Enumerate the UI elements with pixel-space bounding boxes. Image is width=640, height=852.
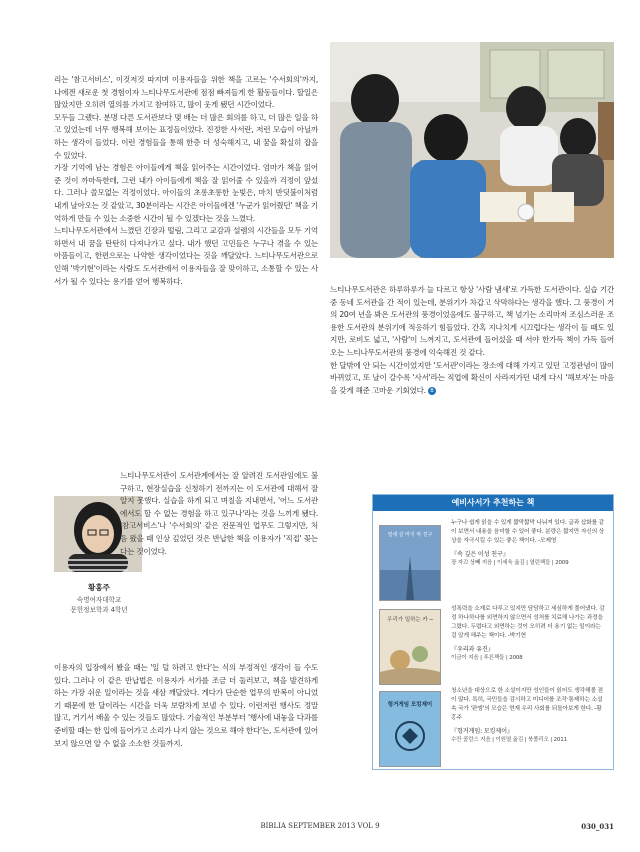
paragraph-text: 한 달밖에 안 되는 시간이었지만 '도서관'이라는 장소에 대해 가지고 있던 고정관념이 많이 바뀌었고, 또 날이 갈수록 '사서'라는 직업에 확신이 사라져가던 내게 다시 '해보자'는 마음을 갖게 해준 고마운 기회였다. [330,360,614,395]
book-info [451,519,607,568]
magazine-issue: BIBLIA SEPTEMBER 2013 VOL 9 [260,822,380,830]
profile-side-text [120,470,318,558]
book-meta: 이금이 지음 | 푸른책들 | 2008 [451,655,523,661]
book-cover [379,609,441,685]
paragraph [330,360,614,398]
recommended-books-box [372,494,614,770]
book-description: 성폭력을 소재로 다루고 있지만 담담하고 세심하게 풀어냈다. 감정 하나하나를 외면하지 않으면서 성처를 치료해 나가는 과정을 그렸다. 두렵다고 외면하는 것이 오히려 더 용기 없는 일이라는 걸 알게 해주는 책이다. -박기현 [451,606,605,639]
affiliation-university: 숙명여자대학교 [76,596,122,604]
paragraph: 모두들 그랬다. 분명 다른 도서관보다 몇 배는 더 많은 회의를 하고, 더 많은 일을 하고 있었는데 너무 행복해 보이는 표정들이었다. 진정한 사서란, 저런 모습이 아닐까 하는 생각이 들었다. 이런 경험들을 통해 한층 더 성숙해지고, 내 꿈을 확실히 잡을 수 있었다. [54,112,318,160]
author-name: 황홍주 [88,583,110,592]
book-title: 『우리과 유진』 [451,646,494,653]
book-meta: 장 자끄 상빼 지음 | 이세욱 옮김 | 열린책들 | 2009 [451,560,569,566]
book-description: 청소년을 대상으로 한 소설이지만 성인들이 읽어도 생각해볼 점이 많다. 특히, 국민들을 감시하고 미디어를 조작·통제하는 소설 속 국가 '판엠'의 모습은 현재 우리 사회를 되돌아보게 한다. -황홍주 [451,688,603,721]
book-description: 누구나 쉽게 읽을 수 있게 짧막짧막 나눠져 있다. 글과 삽화를 같이 보면서 내용을 음미할 수 있어 좋다. 분량은 짧지만 자신의 상상을 자극시킬 수 있는 좋은 책이다. -모제영 [451,520,605,544]
bottom-left-text [54,662,318,750]
book-cover-title: 우리가 일하는 카 ─ [387,617,433,623]
paragraph: 느티나무도서관은 하루하루가 늘 다르고 항상 '사람 냄새'로 가득한 도서관이다. 실습 기간 중 동네 도서관을 간 적이 있는데, 분위기가 차갑고 삭막하다는 생각을 했다. 그 풍경이 거의 20여 년을 봐온 도서관의 풍경이었음에도 불구하고, 책 넘기는 소리마저 조심스러운 조용한 도서관의 분위기에 적응하기 힘들었다. 간혹 지나치게 시끄럽다는 생각이 들 때도 있지만, 로비도 넓고, '사람'이 느껴지고, 도서관에 들어섰을 때 서야 한가득 책이 가득 들어오는 느티나무도서관의 풍경에 익숙해진 것 같다. [330,285,614,357]
page-numbers: 030_031 [581,822,614,831]
end-mark-icon: B [428,387,436,395]
book-meta: 수잔 콜린스 지음 | 이원열 옮김 | 북폴리오 | 2011 [451,737,567,743]
book-info [451,605,607,663]
paragraph: 리는 '참고서비스', 이것저것 따지며 이용자들을 위한 책을 고르는 '수서회의'까지, 나에겐 새로운 첫 경험이자 느티나무도서관에 점점 빠져들게 한 활동들이다. 할일은 많았지만 오히려 열의를 가지고 참여하고, 많이 웃게 됐던 시간이었다. [54,75,318,110]
author-affiliation [54,595,144,615]
right-column [330,284,614,397]
book-title: 『헝거게임: 모킹제이』 [451,728,513,735]
photo-illustration [330,42,614,258]
paragraph: 느티나무도서관이 도서관계에서는 잘 알려진 도서관임에도 불구하고, 현장실습을 신청하기 전까지는 이 도서관에 대해서 잘 알지 못했다. 실습을 하게 되고 며칠을 지내면서, '어느 도서관에서도 할 수 없는 경험을 하고 있구나'라는 것을 느끼게 됐다. '참고서비스'나 '수서회의' 같은 전문적인 업무도 그렇지만, 처음 왔을 때 인상 깊었던 것은 반납한 책을 이용자가 '직접' 꽂는다는 것이었다. [120,471,318,556]
paragraph: 느티나무도서관에서 느꼈던 긴장과 떨림, 그리고 교감과 설렘의 시간들을 모두 기억하면서 내 꿈을 탄탄히 다져나가고 싶다. 내가 했던 고민들은 누구나 겪을 수 있는 아픔들이고, 한편으로는 나약한 생각이었다는 것을 깨달았다. 느티나무도서관으로 인해 '박기현'이라는 사람도 도서관에서 이용자들을 잘 맞이하고, 소통할 수 있는 사서가 될 수 있다는 용기를 얻어 행복하다. [54,226,318,286]
book-cover [379,525,441,601]
book-cover [379,691,441,767]
recommended-books-header: 예비사서가 추천하는 책 [373,495,613,511]
page-footer [0,822,640,842]
book-title: 『속 깊은 이성 친구』 [451,551,509,558]
reading-group-photo [330,42,614,258]
left-column [54,74,318,288]
affiliation-department: 문헌정보학과 4학년 [70,606,128,614]
book-info [451,687,607,745]
book-cover-title: 헝거게임 모킹제이 [387,702,433,708]
paragraph: 가장 기억에 남는 경험은 아이들에게 책을 읽어주는 시간이었다. 엄마가 책을 읽어준 것이 까마득한데, 그런 내가 아이들에게 책을 잘 읽어줄 수 있을까 걱정이 앞섰다. 그러나 쓸모없는 걱정이었다. 아이들의 초롱초롱한 눈빛은, 마치 반딧불이처럼 내게 날아오는 것 같았고, 30분이라는 시간은 아이들에겐 '누군가 읽어줬던' 책을 기억하게 만들 수 있는 소중한 시간이 될 수 있겠다는 것을 느꼈다. [54,163,318,223]
paragraph: 이용자의 입장에서 봤을 때는 '일 덜 하려고 한다'는 식의 부정적인 생각이 들 수도 있다. 그러나 이 같은 반납법은 이용자가 서가를 조금 더 둘러보고, 책을 발견하게 하는 가장 쉬운 일이라는 것을 새삼 깨달았다. 게다가 단순한 업무의 반복이 아니었기 때문에 한 달이라는 시간을 더욱 보람차게 보낼 수 있다. 이런저런 행사도 정말 많고, 거기서 배울 수 있는 것들도 많았다. 기술적인 부분부터 '행사에 내놓을 다과를 준비할 때는 한 입에 들어가고 소리가 나지 않는 것으로 해야 한다'는, 도서관에 있어보지 않으면 알 수 없을 소소한 것들까지. [54,663,318,748]
book-cover-title: 열세 살 마지 막 친구 [387,532,433,538]
